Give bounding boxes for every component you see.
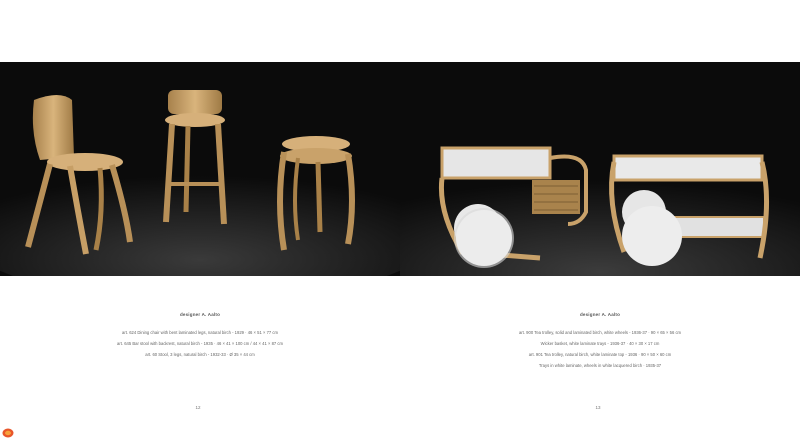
corner-logo-icon bbox=[2, 428, 14, 438]
product-description: art. 60 Stool, 3 legs, natural birch - 1932-33 · Ø 35 × 44 cm bbox=[145, 352, 255, 357]
caption-right bbox=[400, 312, 800, 371]
furniture-photo-trolleys bbox=[400, 62, 800, 276]
page-number: 12 bbox=[195, 405, 201, 410]
trolleys-illustration bbox=[400, 62, 800, 276]
product-description: art. 645 Bar stool with backrest, natural birch - 1935 · 46 × 41 × 100 cm / 44 × 41 × 87 cm bbox=[117, 341, 283, 346]
furniture-photo-chairs bbox=[0, 62, 400, 276]
designer-credit: designer A. Aalto bbox=[179, 312, 221, 317]
product-description: art. 900 Tea trolley, solid and laminated birch, white wheels - 1936-37 · 90 × 65 × 56 cm bbox=[518, 330, 682, 335]
product-description: Wicker basket, white laminate trays - 1936-37 · 40 × 30 × 17 cm bbox=[540, 341, 660, 346]
caption-left bbox=[0, 312, 400, 360]
designer-credit: designer A. Aalto bbox=[579, 312, 621, 317]
product-description: art. 901 Tea trolley, natural birch, white laminate top - 1936 · 90 × 50 × 60 cm bbox=[528, 352, 672, 357]
photo-band bbox=[0, 62, 800, 276]
product-description: Trays in white laminate, wheels in white lacquered birch · 1935-37 bbox=[538, 363, 662, 368]
page-number: 13 bbox=[595, 405, 601, 410]
chairs-illustration bbox=[0, 62, 400, 276]
product-description: art. 624 Dining chair with bent laminated legs, natural birch - 1929 · 46 × 51 × 77 cm bbox=[122, 330, 278, 335]
